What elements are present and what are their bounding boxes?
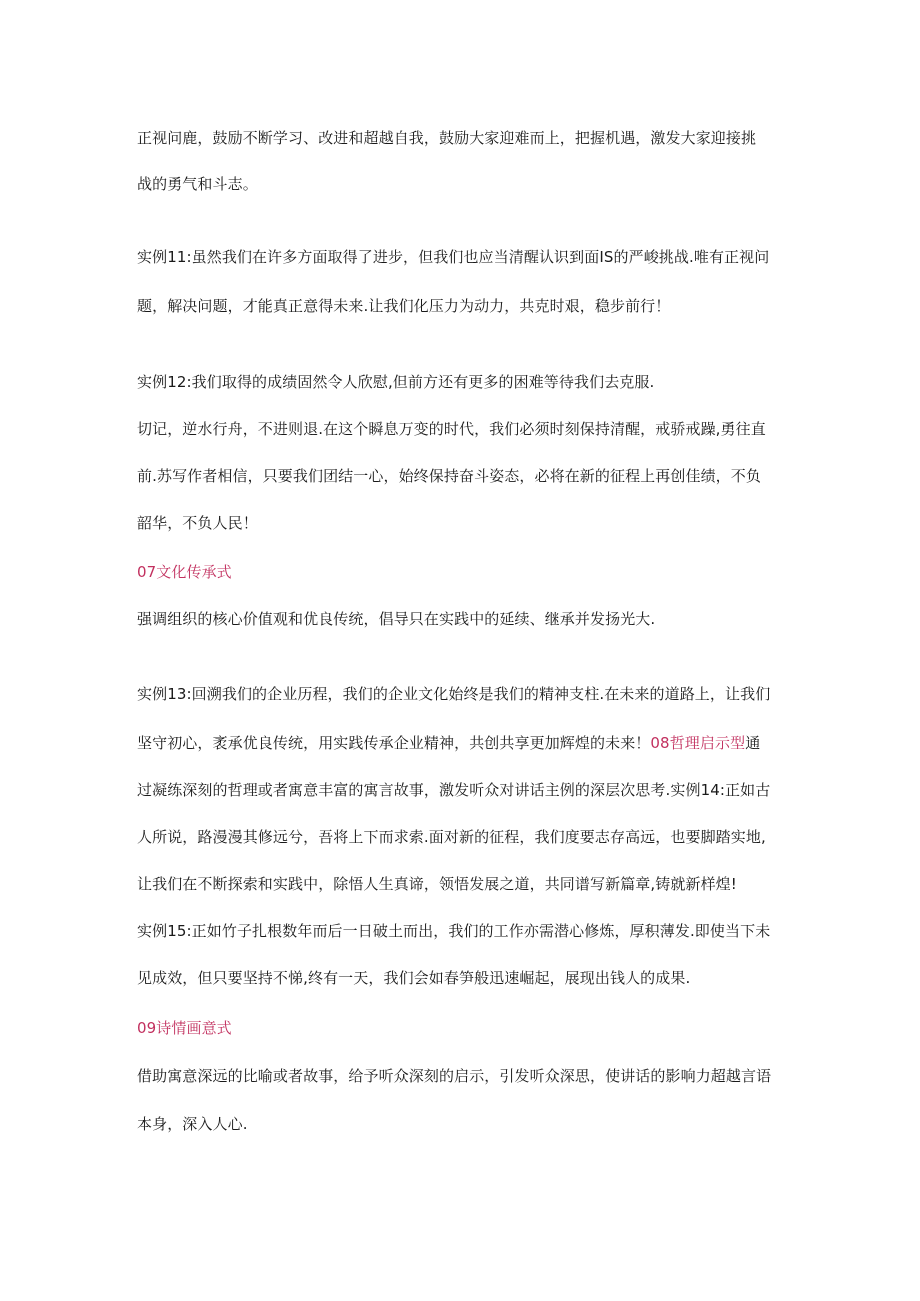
paragraph-line: 过凝练深刻的哲理或者寓意丰富的寓言故事，激发听众对讲话主例的深层次思考.实例14:正如古 <box>137 781 771 799</box>
paragraph-line: 见成效，但只要坚持不悌,终有一天，我们会如春笋般迅速崛起，展现出钱人的成果. <box>137 969 691 987</box>
paragraph-line: 人所说，路漫漫其修远兮，吾将上下而求索.面对新的征程，我们度要志存高远，也要脚踏实地, <box>137 828 766 846</box>
example-15-line: 实例15:正如竹子扎根数年而后一日破土而出，我们的工作亦需潜心修炼，厚积薄发.即使当下未 <box>137 922 771 940</box>
section-heading-09: 09诗情画意式 <box>137 1019 232 1037</box>
paragraph-line: 本身，深入人心. <box>137 1115 248 1133</box>
section-heading-08: 08哲理启示型 <box>650 734 746 752</box>
paragraph-line: 让我们在不断探索和实践中，除悟人生真谛，领悟发展之道，共同谱写新篇章,铸就新样煌! <box>137 875 737 893</box>
paragraph-line: 战的勇气和斗志。 <box>137 175 258 193</box>
paragraph-text: 通 <box>745 734 761 752</box>
example-13-line: 实例13:回溯我们的企业历程，我们的企业文化始终是我们的精神支柱.在未来的道路上，让我们 <box>137 685 771 703</box>
paragraph-line: 强调组织的核心价值观和优良传统，倡导只在实践中的延续、继承并发扬光大. <box>137 610 656 628</box>
paragraph-line: 借助寓意深远的比喻或者故事，给予听众深刻的启示，引发听众深思，使讲话的影响力超越言语 <box>137 1067 772 1085</box>
paragraph-line: 韶华，不负人民！ <box>137 514 258 532</box>
example-12-line: 实例12:我们取得的成绩固然令人欣慰,但前方还有更多的困难等待我们去克服. <box>137 373 655 391</box>
paragraph-line: 切记，逆水行舟，不进则退.在这个瞬息万变的时代，我们必须时刻保持清醒，戒骄戒躁,勇往直 <box>137 420 766 438</box>
paragraph-line: 正视问鹿，鼓励不断学习、改进和超越自我，鼓励大家迎难而上，把握机遇，激发大家迎接挑 <box>137 129 757 147</box>
paragraph-line: 前.苏写作者相信，只要我们团结一心，始终保持奋斗姿态，必将在新的征程上再创佳绩，不负 <box>137 467 761 485</box>
paragraph-text: 坚守初心，袤承优良传统，用实践传承企业精神，共创共享更加辉煌的未来！ <box>137 734 651 752</box>
example-11-line: 题，解决问题，才能真正意得未来.让我们化压力为动力，共克时艰，稳步前行！ <box>137 297 671 315</box>
example-11-line: 实例11:虽然我们在许多方面取得了进步，但我们也应当清醒认识到面IS的严峻挑战.唯有正视问 <box>137 248 770 266</box>
section-heading-07: 07文化传承式 <box>137 563 232 581</box>
example-13-line <box>137 733 797 753</box>
